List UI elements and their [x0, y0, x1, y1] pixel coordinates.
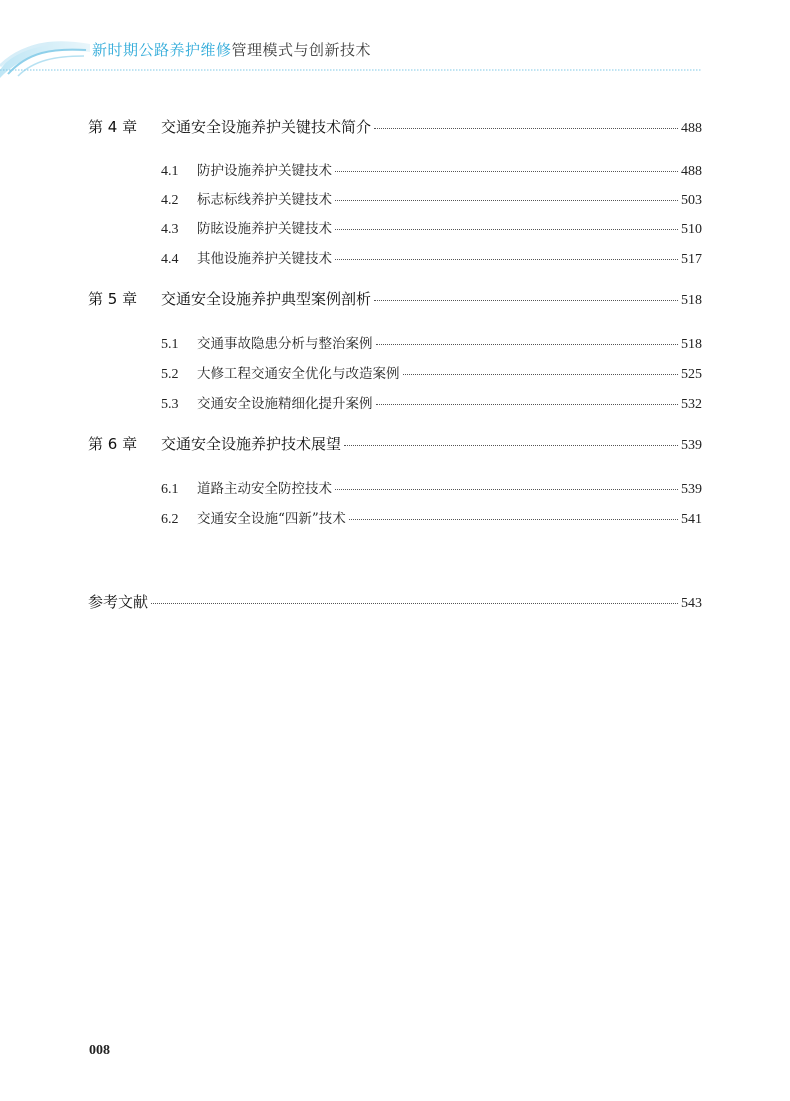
dot-leader: [335, 228, 678, 230]
toc-section-4-3[interactable]: [161, 217, 702, 238]
dot-leader: [335, 488, 678, 490]
section-title: 标志标线养护关键技术: [197, 192, 332, 208]
dot-leader: [376, 403, 679, 405]
toc-chapter-4[interactable]: [88, 116, 702, 137]
page-number: 539: [681, 438, 702, 453]
toc-chapter-6[interactable]: [88, 433, 702, 454]
running-header: [0, 0, 790, 80]
dot-leader: [376, 343, 679, 345]
page-number: 539: [681, 482, 702, 497]
page-number: 503: [681, 193, 702, 208]
section-number: 6.1: [161, 482, 179, 497]
section-title: 交通事故隐患分析与整治案例: [197, 336, 373, 352]
section-number: 5.2: [161, 367, 179, 382]
page-number: 510: [681, 222, 702, 237]
toc-section-5-1[interactable]: [161, 332, 702, 353]
dot-leader: [335, 258, 678, 260]
section-number: 4.3: [161, 222, 179, 237]
section-title: 交通安全设施“四新”技术: [197, 511, 346, 527]
chapter-title: 交通安全设施养护关键技术简介: [161, 118, 372, 136]
dot-leader: [403, 373, 679, 375]
dot-leader: [374, 127, 678, 129]
page-folio: 008: [89, 1043, 110, 1058]
page-number: 532: [681, 397, 702, 412]
section-title: 道路主动安全防控技术: [197, 481, 332, 497]
section-number: 5.1: [161, 337, 179, 352]
page-number: 525: [681, 367, 702, 382]
references-title: 参考文献: [88, 593, 149, 611]
section-title: 交通安全设施精细化提升案例: [197, 396, 373, 412]
section-title: 其他设施养护关键技术: [197, 251, 332, 267]
page-number: 518: [681, 337, 702, 352]
toc-section-4-4[interactable]: [161, 247, 702, 268]
chapter-number: 第 6 章: [88, 435, 138, 453]
section-number: 4.4: [161, 252, 179, 267]
header-title-rest: 管理模式与创新技术: [231, 41, 372, 59]
chapter-title: 交通安全设施养护典型案例剖析: [161, 290, 372, 308]
section-number: 6.2: [161, 512, 179, 527]
dot-leader: [335, 199, 678, 201]
toc-chapter-5[interactable]: [88, 288, 702, 309]
page-number: 488: [681, 164, 702, 179]
section-title: 防眩设施养护关键技术: [197, 221, 332, 237]
page-number: 518: [681, 293, 702, 308]
dot-leader: [349, 518, 678, 520]
toc-section-6-2[interactable]: [161, 507, 702, 528]
page-number: 488: [681, 121, 702, 136]
header-title-highlight: 新时期公路养护维修: [92, 41, 232, 59]
toc-section-4-1[interactable]: [161, 159, 702, 180]
dot-leader: [344, 444, 678, 446]
dot-leader: [335, 170, 678, 172]
toc-section-6-1[interactable]: [161, 477, 702, 498]
toc-references[interactable]: [88, 591, 702, 612]
chapter-number: 第 4 章: [88, 118, 138, 136]
page-number: 543: [681, 596, 702, 611]
toc-section-4-2[interactable]: [161, 188, 702, 209]
dot-leader: [151, 602, 678, 604]
section-number: 4.1: [161, 164, 179, 179]
header-title: [92, 39, 371, 60]
toc-section-5-2[interactable]: [161, 362, 702, 383]
chapter-number: 第 5 章: [88, 290, 138, 308]
section-number: 4.2: [161, 193, 179, 208]
dot-leader: [374, 299, 678, 301]
page-number: 541: [681, 512, 702, 527]
section-title: 防护设施养护关键技术: [197, 163, 332, 179]
chapter-title: 交通安全设施养护技术展望: [161, 435, 342, 453]
section-number: 5.3: [161, 397, 179, 412]
page-number: 517: [681, 252, 702, 267]
section-title: 大修工程交通安全优化与改造案例: [197, 366, 400, 382]
toc-section-5-3[interactable]: [161, 392, 702, 413]
